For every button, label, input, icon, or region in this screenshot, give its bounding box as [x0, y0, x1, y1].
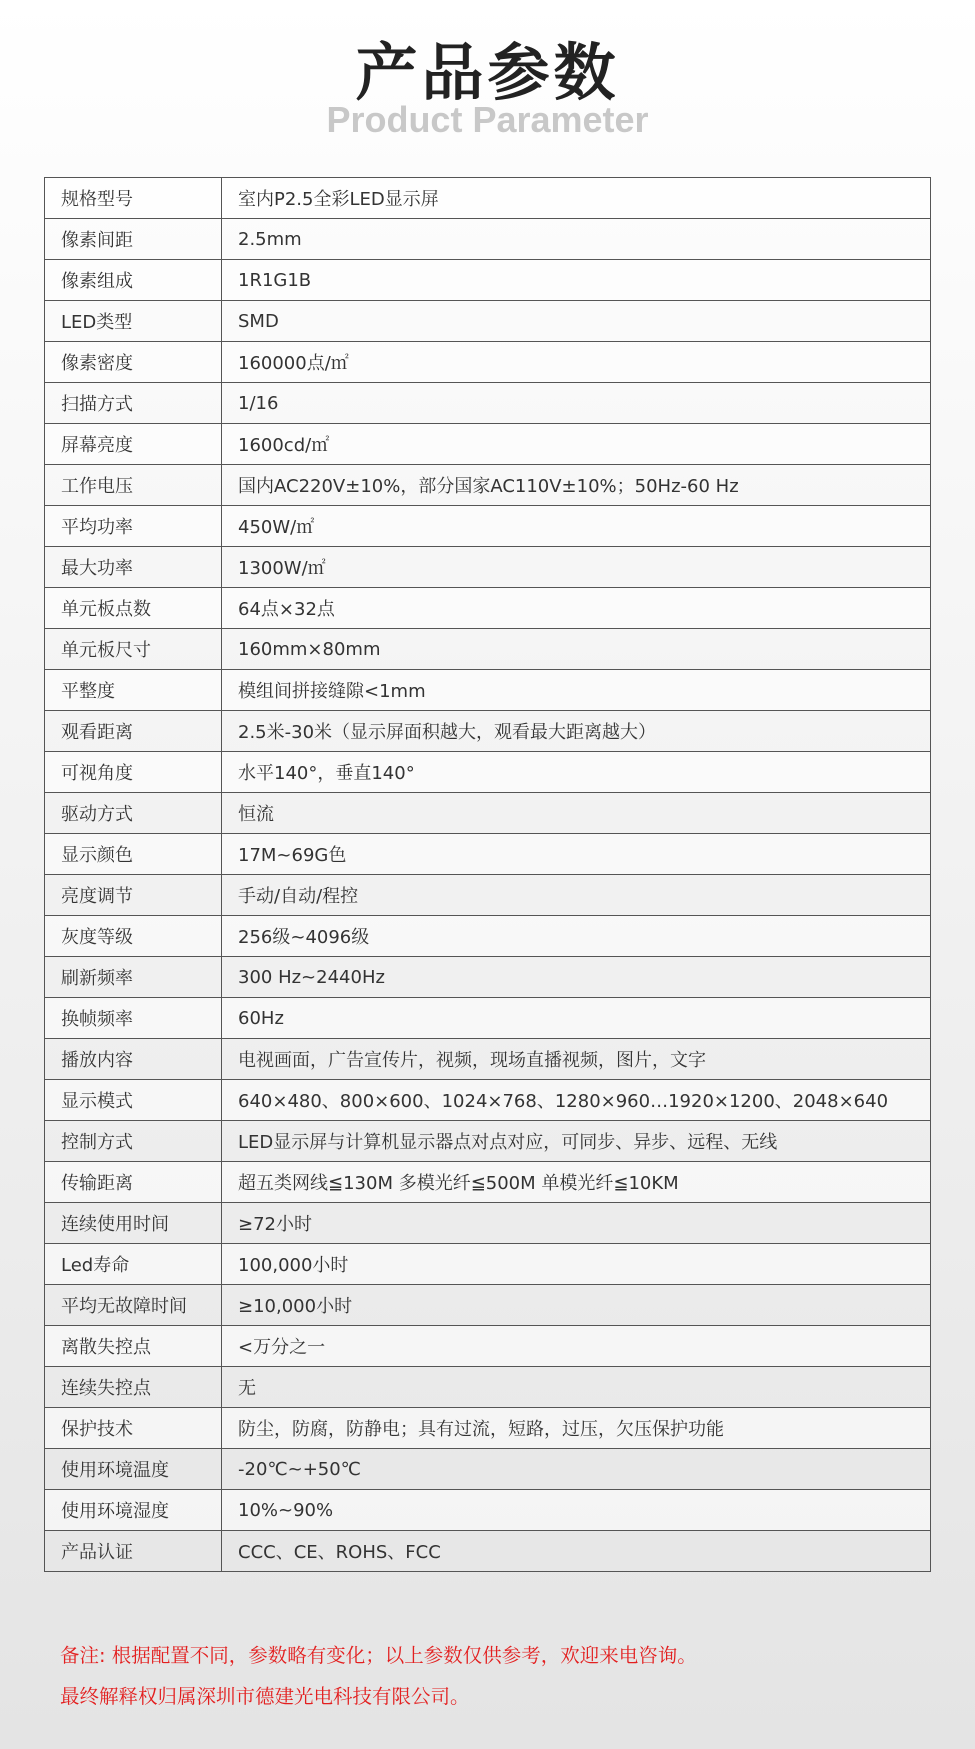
table-row	[45, 547, 931, 588]
param-label: 单元板尺寸	[45, 629, 222, 670]
table-row	[45, 219, 931, 260]
param-label: 产品认证	[45, 1531, 222, 1572]
page-subtitle: Product Parameter	[326, 99, 649, 140]
table-row	[45, 465, 931, 506]
param-value: 1300W/㎡	[222, 547, 931, 588]
table-row	[45, 424, 931, 465]
param-label: 平均功率	[45, 506, 222, 547]
param-label: 屏幕亮度	[45, 424, 222, 465]
table-row	[45, 506, 931, 547]
param-value: LED显示屏与计算机显示器点对点对应，可同步、异步、远程、无线	[222, 1121, 931, 1162]
table-row	[45, 916, 931, 957]
param-label: 刷新频率	[45, 957, 222, 998]
table-row	[45, 1121, 931, 1162]
table-row	[45, 711, 931, 752]
param-value: 160mm×80mm	[222, 629, 931, 670]
param-value: 10%~90%	[222, 1490, 931, 1531]
table-row	[45, 588, 931, 629]
param-value: 17M~69G色	[222, 834, 931, 875]
param-label: 控制方式	[45, 1121, 222, 1162]
param-value: 超五类网线≦130M 多模光纤≦500M 单模光纤≦10KM	[222, 1162, 931, 1203]
param-value: CCC、CE、ROHS、FCC	[222, 1531, 931, 1572]
param-value: ≥10,000小时	[222, 1285, 931, 1326]
param-label: 灰度等级	[45, 916, 222, 957]
param-value: 450W/㎡	[222, 506, 931, 547]
param-value: 防尘，防腐，防静电；具有过流，短路，过压，欠压保护功能	[222, 1408, 931, 1449]
param-value: 2.5mm	[222, 219, 931, 260]
table-row	[45, 383, 931, 424]
param-label: 规格型号	[45, 178, 222, 219]
param-label: 观看距离	[45, 711, 222, 752]
param-label: 像素密度	[45, 342, 222, 383]
param-label: 平整度	[45, 670, 222, 711]
param-value: 64点×32点	[222, 588, 931, 629]
table-row	[45, 834, 931, 875]
table-row	[45, 1162, 931, 1203]
table-row	[45, 1244, 931, 1285]
param-value: 1R1G1B	[222, 260, 931, 301]
table-row	[45, 1285, 931, 1326]
table-row	[45, 1367, 931, 1408]
param-value: SMD	[222, 301, 931, 342]
table-row	[45, 629, 931, 670]
param-value: 2.5米-30米（显示屏面积越大，观看最大距离越大）	[222, 711, 931, 752]
param-label: 驱动方式	[45, 793, 222, 834]
table-row	[45, 957, 931, 998]
table-row	[45, 342, 931, 383]
param-value: 640×480、800×600、1024×768、1280×960…1920×1200、2048×640	[222, 1080, 931, 1121]
param-value: 电视画面，广告宣传片，视频，现场直播视频，图片，文字	[222, 1039, 931, 1080]
table-row	[45, 1203, 931, 1244]
param-label: 像素组成	[45, 260, 222, 301]
param-label: 工作电压	[45, 465, 222, 506]
param-label: 最大功率	[45, 547, 222, 588]
param-value: 60Hz	[222, 998, 931, 1039]
param-value: <万分之一	[222, 1326, 931, 1367]
table-row	[45, 670, 931, 711]
table-row	[45, 1326, 931, 1367]
table-row	[45, 1490, 931, 1531]
param-value: 无	[222, 1367, 931, 1408]
param-label: 可视角度	[45, 752, 222, 793]
param-value: 模组间拼接缝隙<1mm	[222, 670, 931, 711]
param-label: 播放内容	[45, 1039, 222, 1080]
param-label: 离散失控点	[45, 1326, 222, 1367]
remark-note: 备注: 根据配置不同，参数略有变化；以上参数仅供参考，欢迎来电咨询。	[60, 1644, 697, 1667]
param-label: Led寿命	[45, 1244, 222, 1285]
param-label: 传输距离	[45, 1162, 222, 1203]
table-row	[45, 260, 931, 301]
table-row	[45, 752, 931, 793]
table-row	[45, 301, 931, 342]
param-label: 平均无故障时间	[45, 1285, 222, 1326]
param-value: 100,000小时	[222, 1244, 931, 1285]
table-row	[45, 1408, 931, 1449]
param-value: 手动/自动/程控	[222, 875, 931, 916]
param-value: 1600cd/㎡	[222, 424, 931, 465]
parameter-table	[44, 177, 931, 1572]
param-value: 256级~4096级	[222, 916, 931, 957]
param-value: ≥72小时	[222, 1203, 931, 1244]
table-row	[45, 1080, 931, 1121]
table-row	[45, 1039, 931, 1080]
param-label: 像素间距	[45, 219, 222, 260]
param-label: 显示颜色	[45, 834, 222, 875]
copyright-note: 最终解释权归属深圳市德建光电科技有限公司。	[60, 1685, 470, 1708]
param-label: 亮度调节	[45, 875, 222, 916]
param-value: 1/16	[222, 383, 931, 424]
page-title: 产品参数	[355, 36, 620, 109]
param-label: 连续使用时间	[45, 1203, 222, 1244]
param-label: LED类型	[45, 301, 222, 342]
param-value: 国内AC220V±10%，部分国家AC110V±10%；50Hz-60 Hz	[222, 465, 931, 506]
param-label: 单元板点数	[45, 588, 222, 629]
param-label: 使用环境温度	[45, 1449, 222, 1490]
param-label: 显示模式	[45, 1080, 222, 1121]
param-label: 使用环境湿度	[45, 1490, 222, 1531]
param-label: 换帧频率	[45, 998, 222, 1039]
table-row	[45, 178, 931, 219]
param-value: 室内P2.5全彩LED显示屏	[222, 178, 931, 219]
param-label: 连续失控点	[45, 1367, 222, 1408]
param-value: 水平140°，垂直140°	[222, 752, 931, 793]
param-value: 恒流	[222, 793, 931, 834]
param-value: 300 Hz~2440Hz	[222, 957, 931, 998]
table-row	[45, 793, 931, 834]
table-row	[45, 1449, 931, 1490]
table-row	[45, 875, 931, 916]
param-value: 160000点/㎡	[222, 342, 931, 383]
param-label: 扫描方式	[45, 383, 222, 424]
table-row	[45, 1531, 931, 1572]
param-label: 保护技术	[45, 1408, 222, 1449]
table-row	[45, 998, 931, 1039]
param-value: -20℃~+50℃	[222, 1449, 931, 1490]
